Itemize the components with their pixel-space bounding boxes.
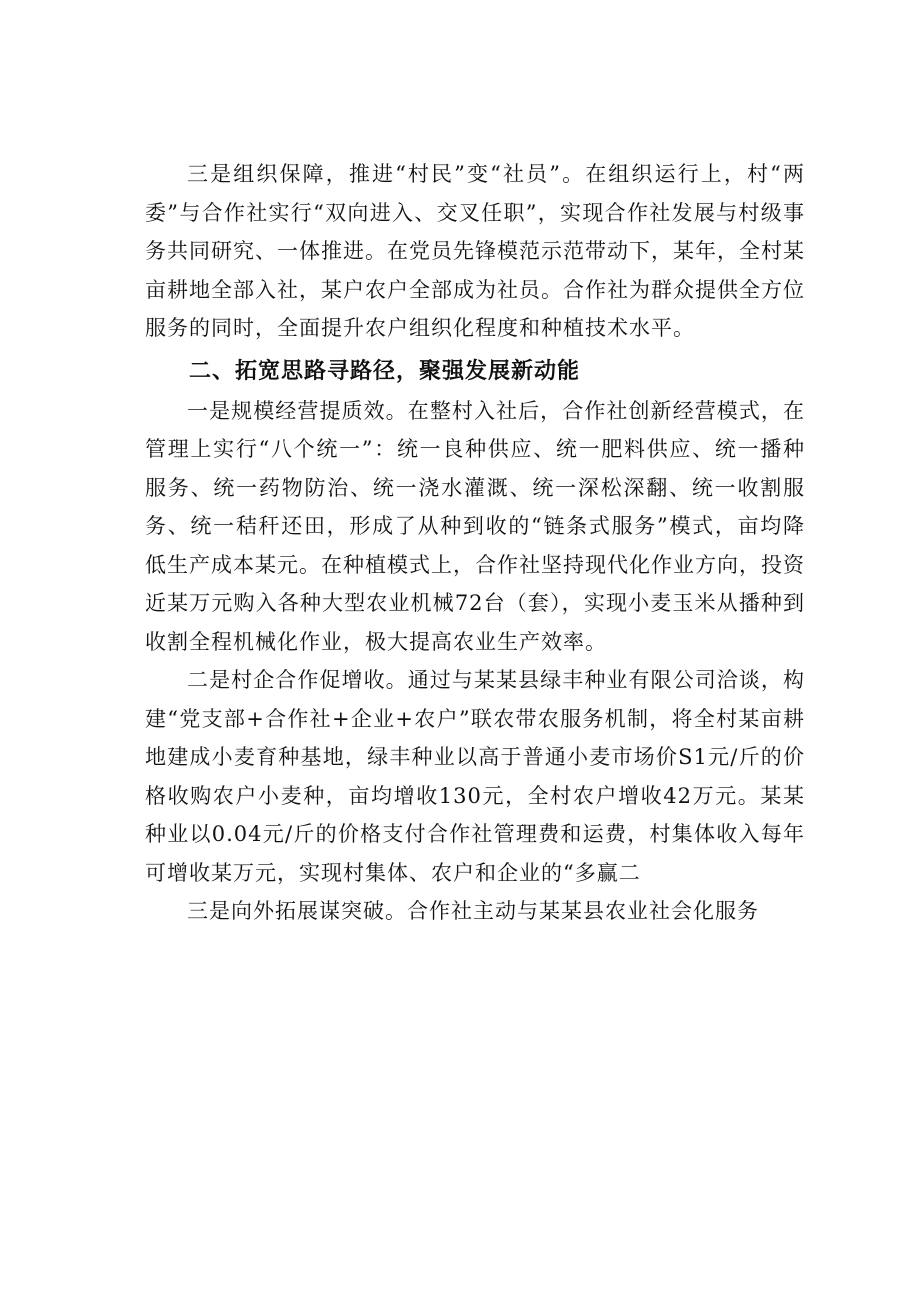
paragraph-external-expansion: 三是向外拓展谋突破。合作社主动与某某县农业社会化服务 bbox=[187, 899, 759, 923]
document-body bbox=[145, 155, 805, 931]
section-heading-2: 二、拓宽思路寻路径，聚强发展新动能 bbox=[189, 358, 581, 384]
paragraph-organization-guarantee: 三是组织保障，推进“村民”变“社员”。在组织运行上，村“两委”与合作社实行“双向进入、交叉任职”，实现合作社发展与村级事务共同研究、一体推进。在党员先锋模范示范带动下，某年，全村某亩耕地全部入社，某户农户全部成为社员。合作社为群众提供全方位服务的同时，全面提升农户组织化程度和种植技术水平。 bbox=[145, 162, 805, 340]
paragraph-scale-operation: 一是规模经营提质效。在整村入社后，合作社创新经营模式，在管理上实行“八个统一”：统一良种供应、统一肥料供应、统一播种服务、统一药物防治、统一浇水灌溉、统一深松深翻、统一收割服务、统一秸秆还田，形成了从种到收的“链条式服务”模式，亩均降低生产成本某元。在种植模式上，合作社坚持现代化作业方向，投资近某万元购入各种大型农业机械72台（套），实现小麦玉米从播种到收割全程机械化作业，极大提高农业生产效率。 bbox=[145, 398, 805, 654]
paragraph-village-enterprise-cooperation: 二是村企合作促增收。通过与某某县绿丰种业有限公司洽谈，构建“党支部+合作社+企业+农户”联农带农服务机制，将全村某亩耕地建成小麦育种基地，绿丰种业以高于普通小麦市场价S1元/斤的价格收购农户小麦种，亩均增收130元，全村农户增收42万元。某某种业以0.04元/斤的价格支付合作社管理费和运费，村集体收入每年可增收某万元，实现村集体、农户和企业的“多赢二 bbox=[145, 668, 805, 885]
